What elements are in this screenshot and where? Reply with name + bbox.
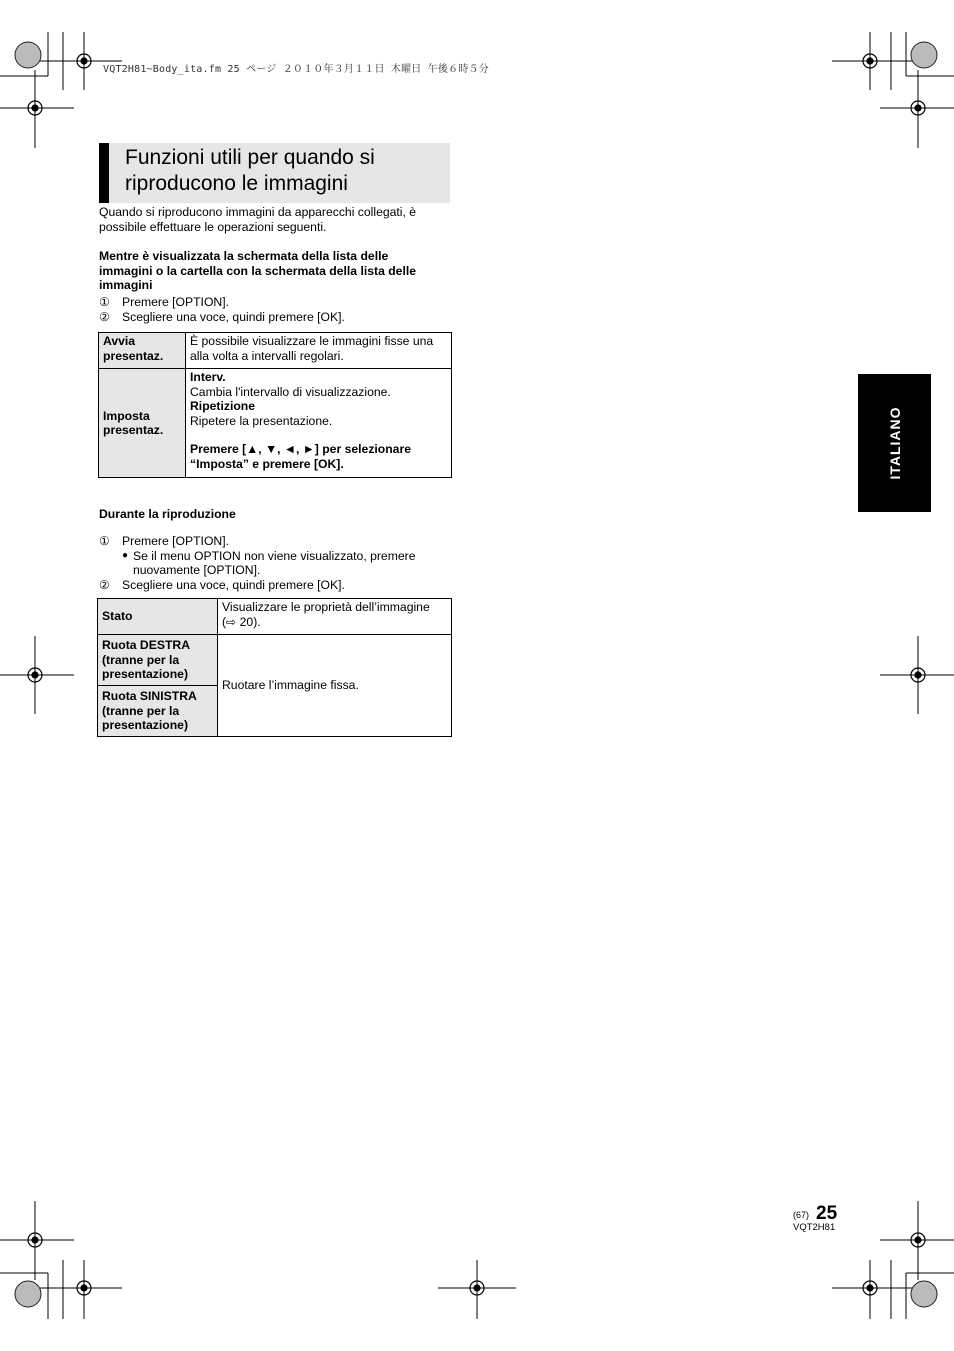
rip-desc: Ripetere la presentazione. [190,413,333,428]
table-row [99,333,452,369]
label-line: Avvia [103,334,136,348]
row-label-stato: Stato [98,599,218,635]
table-row [98,599,452,635]
note-line: Premere [▲, ▼, ◄, ►] per selezionare [190,442,411,456]
file-header: VQT2H81~Body_ita.fm 25 ページ ２０１０年３月１１日 木曜日 午後６時５分 [103,64,489,75]
step-text: Premere [OPTION]. [122,534,229,548]
row-label-ruota-sinistra [98,686,218,737]
bullet-icon: ● [122,549,129,561]
step-number: ① [99,534,110,548]
desc-line: Visualizzare le proprietà dell’immagine [222,600,430,614]
intro-line2: possibile effettuare le operazioni seguenti. [99,219,327,234]
desc-line: (⇨ 20). [222,614,261,629]
page-sub-number: (67) [793,1210,810,1220]
section1-heading-line1: Mentre è visualizzata la schermata della lista delle [99,249,389,263]
bullet-note [99,549,459,578]
section1-heading-line2: immagini o la cartella con la schermata della lista delle [99,263,417,278]
rip-title: Ripetizione [190,399,256,413]
section1-step [99,310,459,325]
language-side-tab [858,374,931,512]
bullet-line: nuovamente [OPTION]. [133,563,261,577]
page-title-line1: Funzioni utili per quando si [125,146,375,169]
row-label-avvia [99,333,186,369]
step-text: Scegliere una voce, quindi premere [OK]. [122,577,345,592]
row-desc-imposta [186,369,452,478]
page-title-line2: riproducono le immagini [125,172,348,195]
section1-heading [99,249,459,293]
section2-step [99,534,459,549]
label-line: (tranne per la [102,703,180,718]
table-row [99,369,452,478]
note-line: “Imposta” e premere [OK]. [190,456,344,471]
section2-step [99,578,459,593]
step-text: Scegliere una voce, quindi premere [OK]. [122,309,345,324]
section2-heading: Durante la riproduzione [99,507,236,521]
label-line: Ruota SINISTRA [102,689,197,704]
interv-desc: Cambia l'intervallo di visualizzazione. [190,384,391,399]
label-line: Imposta [103,408,150,423]
desc-line: È possibile visualizzare le immagini fisse una [190,334,434,348]
row-desc-avvia [186,333,452,369]
intro-line1: Quando si riproducono immagini da apparecchi collegati, è [99,205,417,219]
row-desc-ruota: Ruotare l’immagine fissa. [218,635,452,737]
section2-steps [99,534,459,592]
playback-options-table [97,598,452,737]
label-line: presentaz. [103,348,164,363]
row-label-imposta [99,369,186,478]
step-number: ① [99,295,110,309]
section1-steps [99,295,459,324]
label-line: presentazione) [102,667,189,682]
page-title [125,145,445,197]
label-line: Ruota DESTRA [102,638,191,653]
row-desc-stato [218,599,452,635]
language-label: ITALIANO [886,406,903,480]
slideshow-table [98,332,452,478]
label-line: (tranne per la [102,652,180,667]
section1-step [99,295,459,310]
page-number: 25 [816,1203,838,1224]
model-code: VQT2H81 [793,1222,836,1233]
step-number: ② [99,577,110,592]
bullet-line: Se il menu OPTION non viene visualizzato, premere [133,548,416,563]
label-line: presentaz. [103,423,164,437]
section1-heading-line3: immagini [99,278,153,292]
desc-line: alla volta a intervalli regolari. [190,348,344,363]
intro-text [99,205,459,234]
step-number: ② [99,309,110,324]
step-text: Premere [OPTION]. [122,295,229,309]
label-line: presentazione) [102,718,189,733]
interv-title: Interv. [190,370,226,384]
bullet-text [133,549,415,578]
title-accent-bar [99,143,109,203]
table-row [98,635,452,686]
row-label-ruota-destra [98,635,218,686]
